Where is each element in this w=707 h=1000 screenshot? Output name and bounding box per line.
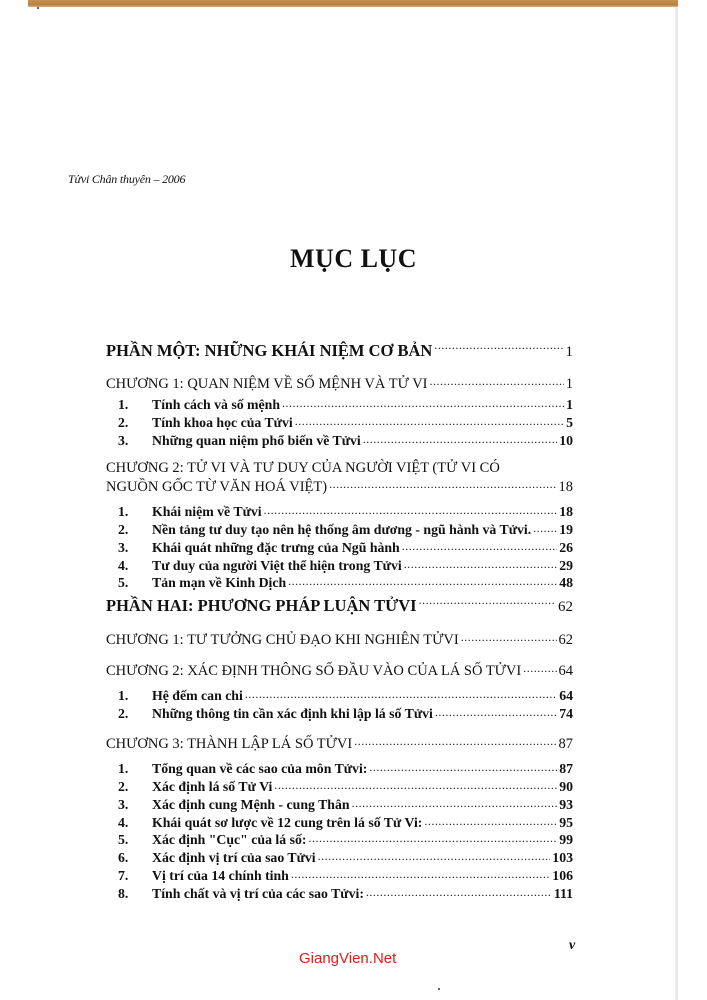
toc-item-number: 7.: [118, 868, 129, 884]
toc-item[interactable]: [106, 848, 573, 866]
toc-page-number: 90: [559, 779, 573, 795]
toc-item-number: 2.: [118, 521, 129, 537]
toc-page-number: 18: [559, 504, 573, 520]
toc-item-list: [106, 396, 573, 449]
toc-item-label: Vị trí của 14 chính tinh: [152, 868, 289, 884]
toc-page-number: 103: [552, 850, 573, 866]
toc-chapter-label-line1: CHƯƠNG 2: TỬ VI VÀ TƯ DUY CỦA NGƯỜI VIỆT (TỬ VI CÓ: [106, 459, 500, 476]
toc-page-number: 99: [559, 832, 573, 848]
dot-leader: [352, 795, 558, 809]
toc-item-number: 3.: [118, 796, 129, 812]
scan-top-edge: [28, 0, 678, 7]
toc-item-label: Tính cách và số mệnh: [152, 397, 281, 413]
toc-item[interactable]: [106, 813, 573, 831]
toc-page-number: 1: [565, 344, 573, 360]
dot-leader: [308, 831, 557, 845]
dot-leader: [523, 661, 556, 676]
toc-item-number: 2.: [118, 415, 129, 431]
toc-item-number: 3.: [118, 432, 129, 448]
toc-item-number: 5.: [118, 832, 129, 848]
toc-item[interactable]: [106, 795, 573, 813]
toc-item-label: Tổng quan về các sao của môn Tửvi:: [152, 761, 368, 777]
toc-page-number: 74: [559, 705, 573, 721]
toc-item[interactable]: [106, 866, 573, 884]
scan-right-edge: [675, 7, 678, 1000]
watermark: GiangVien.Net: [299, 950, 397, 967]
toc-page-number: 29: [559, 557, 573, 573]
page-number: v: [569, 938, 576, 953]
dot-leader: [295, 413, 564, 427]
toc-page-number: 106: [552, 868, 573, 884]
page-title: MỤC LỤC: [290, 244, 417, 273]
toc-item-label: Khái quát sơ lược về 12 cung trên lá số Tử Vi:: [152, 814, 423, 830]
toc-item[interactable]: [106, 520, 573, 538]
toc-chapter[interactable]: [106, 373, 573, 393]
dot-leader: [245, 686, 557, 700]
toc-item[interactable]: [106, 538, 573, 556]
table-of-contents: [106, 338, 573, 902]
toc-item-number: 2.: [118, 779, 129, 795]
toc-item-label: Xác định cung Mệnh - cung Thân: [152, 796, 350, 812]
dot-leader: [363, 431, 557, 445]
toc-item-number: 4.: [118, 557, 129, 573]
toc-page-number: 19: [559, 521, 573, 537]
toc-item-number: 5.: [118, 575, 129, 591]
toc-item-label: Những quan niệm phổ biến về Tửvi: [152, 432, 361, 448]
toc-item-number: 6.: [118, 850, 129, 866]
dot-leader: [435, 704, 557, 718]
toc-part-label: PHẦN MỘT: NHỮNG KHÁI NIỆM CƠ BẢN: [106, 341, 433, 360]
toc-item[interactable]: [106, 431, 573, 449]
dot-leader: [329, 477, 556, 492]
toc-page-number: 93: [559, 796, 573, 812]
toc-item-number: 3.: [118, 539, 129, 555]
toc-item[interactable]: [106, 686, 573, 704]
dot-leader: [430, 373, 564, 388]
dot-leader: [434, 340, 563, 357]
toc-item-number: 1.: [118, 761, 129, 777]
running-head: Tửvi Chân thuyên – 2006: [68, 172, 186, 186]
toc-item-number: 1.: [118, 504, 129, 520]
toc-item-label: Khái quát những đặc trưng của Ngũ hành: [152, 539, 400, 555]
toc-item-label: Nền tảng tư duy tạo nên hệ thống âm dương - ngũ hành và Tửvi.: [152, 521, 532, 537]
dot-leader: [533, 520, 557, 534]
dot-leader: [366, 884, 552, 898]
toc-item-number: 8.: [118, 885, 129, 901]
toc-chapter[interactable]: [106, 629, 573, 649]
toc-page-number: 111: [553, 885, 573, 901]
toc-page-number: 48: [559, 575, 573, 591]
toc-chapter-label-line2: NGUỒN GỐC TỪ VĂN HOÁ VIỆT): [106, 479, 328, 496]
toc-item-label: Tản mạn về Kinh Dịch: [152, 575, 287, 591]
toc-page-number: 62: [558, 599, 573, 616]
dot-leader: [419, 595, 556, 612]
toc-part-label: PHẦN HAI: PHƯƠNG PHÁP LUẬN TỬVI: [106, 596, 417, 616]
toc-item-label: Những thông tin cần xác định khi lập lá số Tửvi: [152, 705, 433, 721]
toc-item-label: Hệ đếm can chi: [152, 688, 243, 704]
toc-page-number: 18: [558, 479, 573, 496]
dot-leader: [404, 556, 558, 570]
toc-chapter[interactable]: [106, 734, 573, 754]
toc-chapter[interactable]: [106, 459, 573, 497]
toc-item[interactable]: [106, 831, 573, 849]
dot-leader: [282, 396, 564, 410]
toc-item-label: Xác định vị trí của sao Tửvi: [152, 850, 316, 866]
toc-item[interactable]: [106, 502, 573, 520]
dot-leader: [354, 734, 556, 749]
toc-item[interactable]: [106, 777, 573, 795]
dot-leader: [402, 538, 557, 552]
toc-page-number: 62: [558, 631, 573, 648]
dot-leader: [288, 574, 557, 588]
toc-part[interactable]: [106, 593, 573, 619]
toc-page-number: 26: [559, 539, 573, 555]
dot-leader: [291, 866, 550, 880]
toc-item-number: 4.: [118, 814, 129, 830]
toc-item-number: 2.: [118, 705, 129, 721]
toc-item[interactable]: [106, 413, 573, 431]
toc-part[interactable]: [106, 338, 573, 364]
toc-item-number: 1.: [118, 688, 129, 704]
toc-page-number: 1: [565, 375, 573, 392]
toc-chapter-label: CHƯƠNG 3: THÀNH LẬP LÁ SỐ TỬVI: [106, 736, 353, 753]
toc-item[interactable]: [106, 884, 573, 902]
toc-item-label: Tính khoa học của Tửvi: [152, 415, 293, 431]
toc-item[interactable]: [106, 759, 573, 777]
scan-speck: [37, 7, 39, 9]
toc-item-list: [106, 502, 573, 591]
dot-leader: [369, 759, 557, 773]
dot-leader: [274, 777, 557, 791]
toc-page-number: 10: [559, 432, 573, 448]
toc-item-list: [106, 686, 573, 722]
toc-chapter-label: CHƯƠNG 1: TƯ TƯỞNG CHỦ ĐẠO KHI NGHIÊN TỬVI: [106, 631, 459, 648]
dot-leader: [424, 813, 557, 827]
toc-item-label: Xác định "Cục" của lá số:: [152, 832, 307, 848]
toc-item[interactable]: [106, 574, 573, 592]
toc-item-number: 1.: [118, 397, 129, 413]
toc-item[interactable]: [106, 556, 573, 574]
toc-item[interactable]: [106, 396, 573, 414]
toc-item[interactable]: [106, 704, 573, 722]
toc-page-number: 1: [566, 397, 573, 413]
toc-page-number: 87: [559, 761, 573, 777]
toc-chapter-label: CHƯƠNG 1: QUAN NIỆM VỀ SỐ MỆNH VÀ TỬ VI: [106, 375, 428, 392]
toc-item-label: Khái niệm về Tửvi: [152, 504, 262, 520]
toc-item-label: Tính chất và vị trí của các sao Tửvi:: [152, 885, 364, 901]
dot-leader: [264, 502, 558, 516]
dot-leader: [461, 629, 557, 644]
toc-item-label: Xác định lá số Tử Vi: [152, 779, 273, 795]
toc-item-label: Tư duy của người Việt thể hiện trong Tửvi: [152, 557, 402, 573]
toc-item-list: [106, 759, 573, 901]
toc-page-number: 87: [558, 736, 573, 753]
toc-page-number: 95: [559, 814, 573, 830]
toc-page-number: 5: [566, 415, 573, 431]
dot-leader: [318, 848, 551, 862]
toc-chapter-label: CHƯƠNG 2: XÁC ĐỊNH THÔNG SỐ ĐẦU VÀO CỦA LÁ SỐ TỬVI: [106, 663, 522, 680]
toc-page-number: 64: [559, 688, 573, 704]
toc-page-number: 64: [558, 663, 573, 680]
toc-chapter[interactable]: [106, 661, 573, 681]
scan-speck: [438, 988, 440, 990]
